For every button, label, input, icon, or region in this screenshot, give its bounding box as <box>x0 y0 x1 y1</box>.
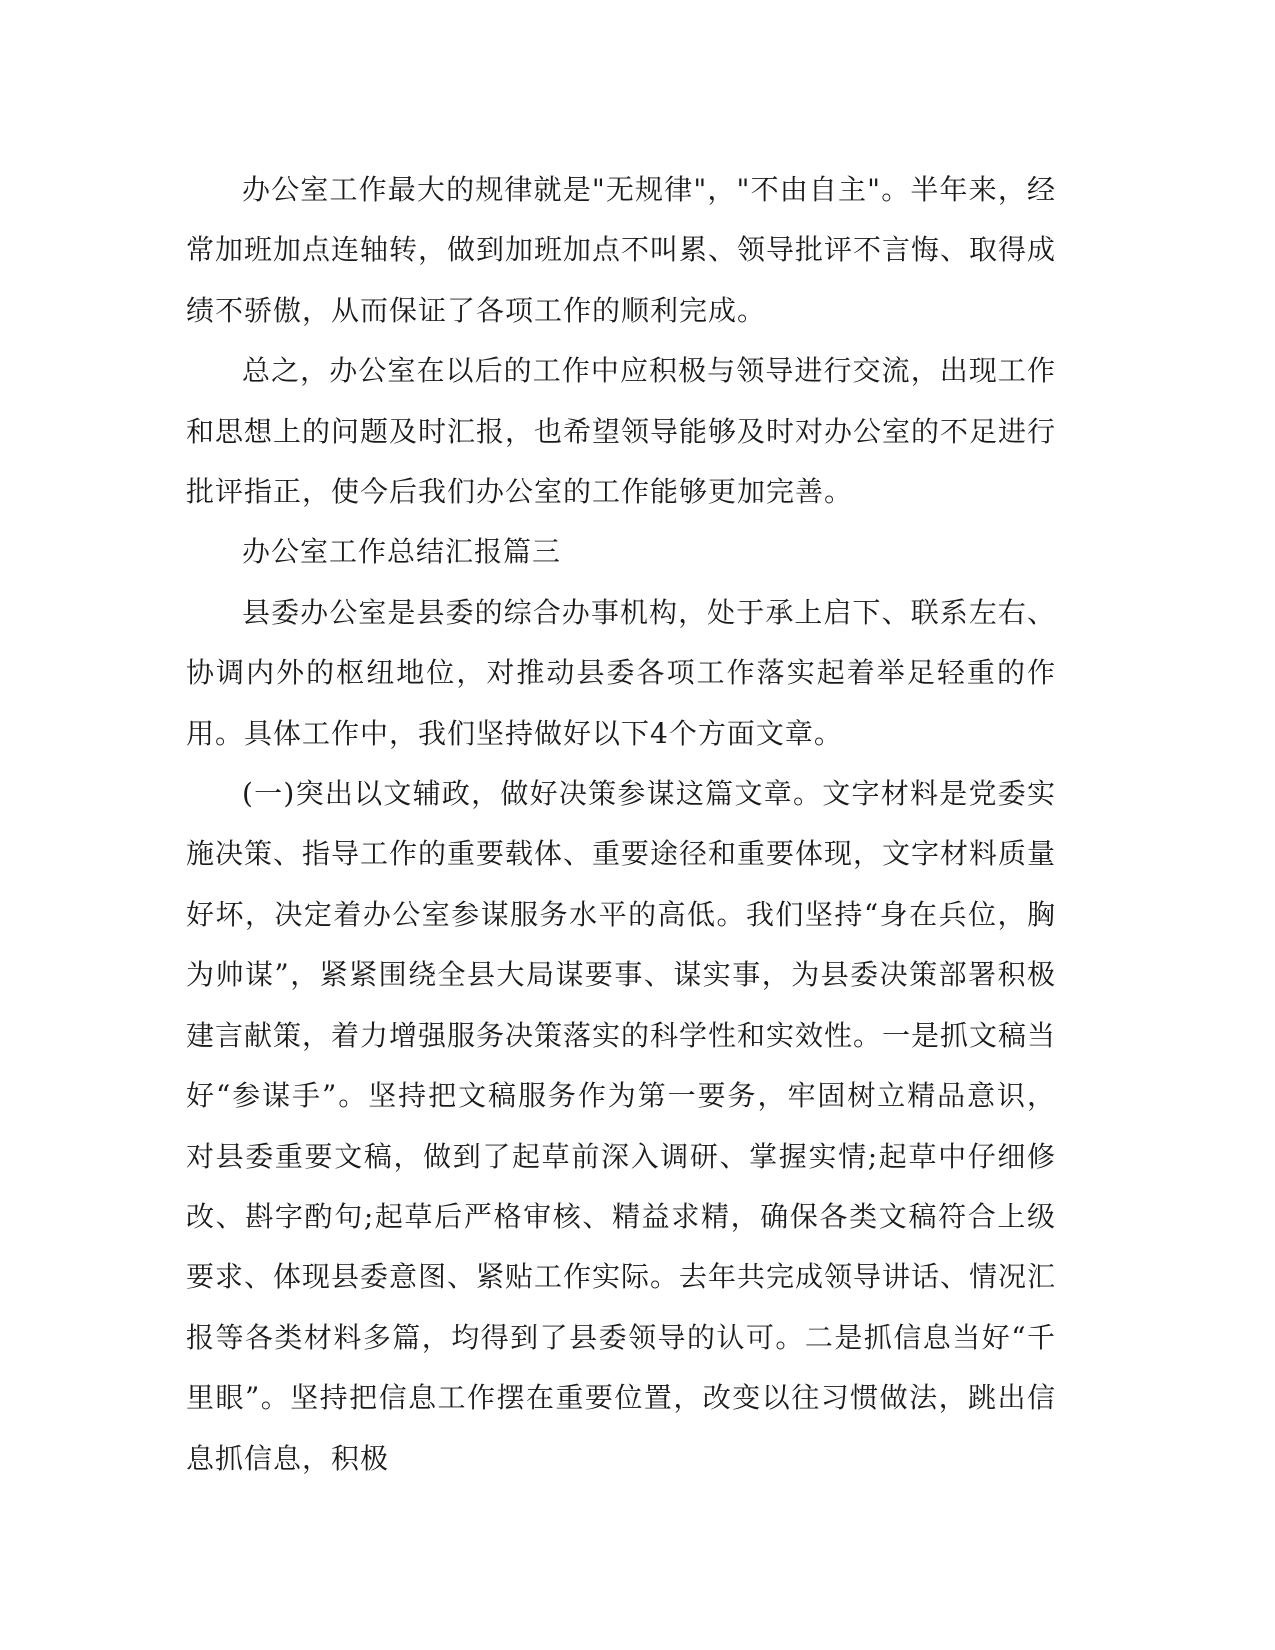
paragraph-decision-support: (一)突出以文辅政，做好决策参谋这篇文章。文字材料是党委实施决策、指导工作的重要载体、重要途径和重要体现，文字材料质量好坏，决定着办公室参谋服务水平的高低。我们坚持“身在兵位，胸为帅谋”，紧紧围绕全县大局谋要事、谋实事，为县委决策部署积极建言献策，着力增强服务决策落实的科学性和实效性。一是抓文稿当好“参谋手”。坚持把文稿服务作为第一要务，牢固树立精品意识，对县委重要文稿，做到了起草前深入调研、掌握实情;起草中仔细修改、斟字酌句;起草后严格审核、精益求精，确保各类文稿符合上级要求、体现县委意图、紧贴工作实际。去年共完成领导讲话、情况汇报等各类材料多篇，均得到了县委领导的认可。二是抓信息当好“千里眼”。坚持把信息工作摆在重要位置，改变以往习惯做法，跳出信息抓信息，积极 <box>186 777 1057 1475</box>
document-body <box>186 160 1056 1489</box>
section-heading: 办公室工作总结汇报篇三 <box>242 535 562 569</box>
paragraph-office-no-rules: 办公室工作最大的规律就是"无规律"，"不由自主"。半年来，经常加班加点连轴转，做到加班加点不叫累、领导批评不言悔、取得成绩不骄傲，从而保证了各项工作的顺利完成。 <box>186 173 1057 327</box>
paragraph-conclusion: 总之，办公室在以后的工作中应积极与领导进行交流，出现工作和思想上的问题及时汇报，也希望领导能够及时对办公室的不足进行批评指正，使今后我们办公室的工作能够更加完善。 <box>186 354 1057 509</box>
paragraph-county-office-intro: 县委办公室是县委的综合办事机构，处于承上启下、联系左右、协调内外的枢纽地位，对推动县委各项工作落实起着举足轻重的作用。具体工作中，我们坚持做好以下4个方面文章。 <box>186 595 1056 750</box>
